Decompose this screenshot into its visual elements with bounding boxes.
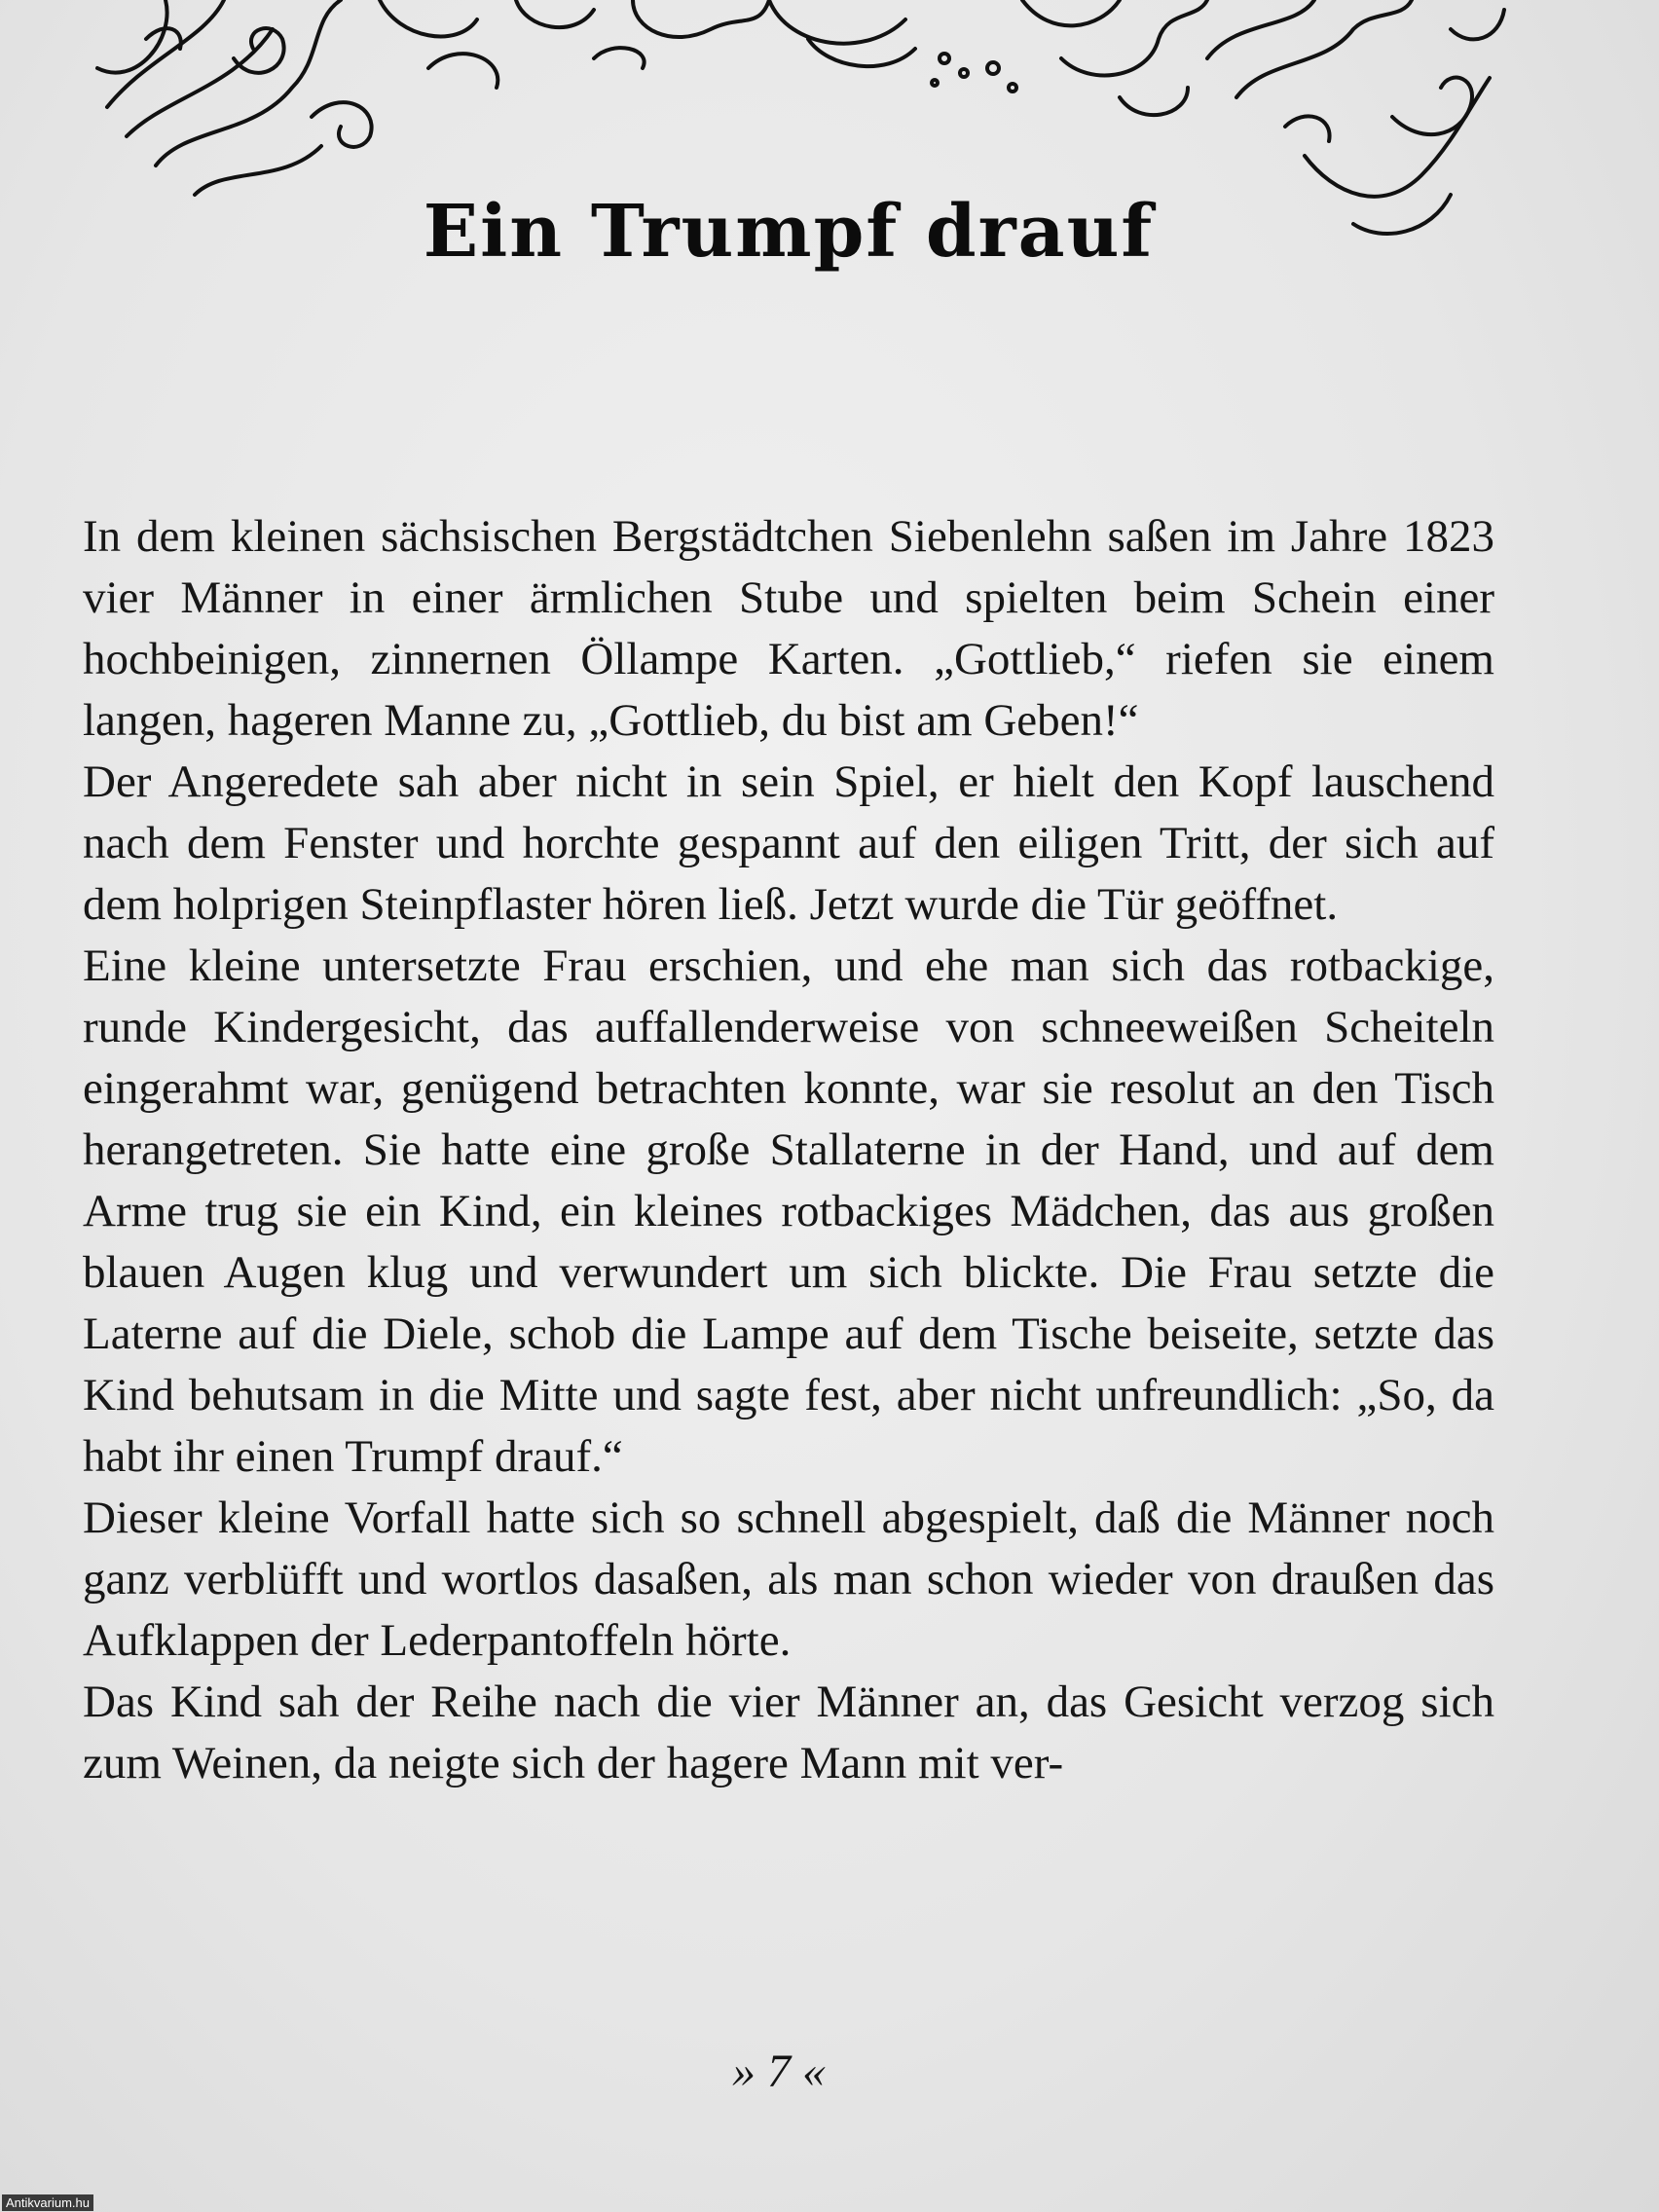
paragraph: Eine kleine untersetzte Frau erschien, und ehe man sich das rotbackige, runde Kindergesicht, das auffallenderweise von schneeweißen Scheiteln eingerahmt war, genügend betrachten konnte, war sie resolut an den Tisch herangetreten. Sie hatte eine große Stallaterne in der Hand, und auf dem Arme trug sie ein Kind, ein kleines rotbackiges Mädchen, das aus großen blauen Augen klug und verwundert um sich blickte. Die Frau setzte die Laterne auf die Diele, schob die Lampe auf dem Tische beiseite, setzte das Kind behutsam in die Mitte und sagte fest, aber nicht unfreundlich: „So, da habt ihr einen Trumpf drauf.“: [83, 940, 1494, 1482]
paragraph: In dem kleinen sächsischen Bergstädtchen Siebenlehn saßen im Jahre 1823 vier Männer in einer ärmlichen Stube und spielten beim Schein einer hochbeinigen, zinnernen Öllampe Karten. „Gottlieb,“ riefen sie einem langen, hageren Manne zu, „Gottlieb, du bist am Geben!“: [83, 511, 1494, 746]
paragraph: Das Kind sah der Reihe nach die vier Männer an, das Gesicht verzog sich zum Weinen, da neigte sich der hagere Mann mit ver-: [83, 1677, 1494, 1788]
paragraph: Der Angeredete sah aber nicht in sein Spiel, er hielt den Kopf lauschend nach dem Fenster und horchte gespannt auf den eiligen Tritt, der sich auf dem holprigen Steinpflaster hören ließ. Jetzt wurde die Tür geöffnet.: [83, 756, 1494, 930]
watermark: Antikvarium.hu: [2, 2194, 93, 2211]
page-number: » 7 «: [732, 2046, 826, 2097]
chapter-title: Ein Trumpf drauf: [423, 190, 1155, 274]
chapter-body: [83, 506, 1494, 1794]
paragraph: Dieser kleine Vorfall hatte sich so schnell abgespielt, daß die Männer noch ganz verblüfft und wortlos dasaßen, als man schon wieder von draußen das Aufklappen der Lederpantoffeln hörte.: [83, 1493, 1494, 1666]
